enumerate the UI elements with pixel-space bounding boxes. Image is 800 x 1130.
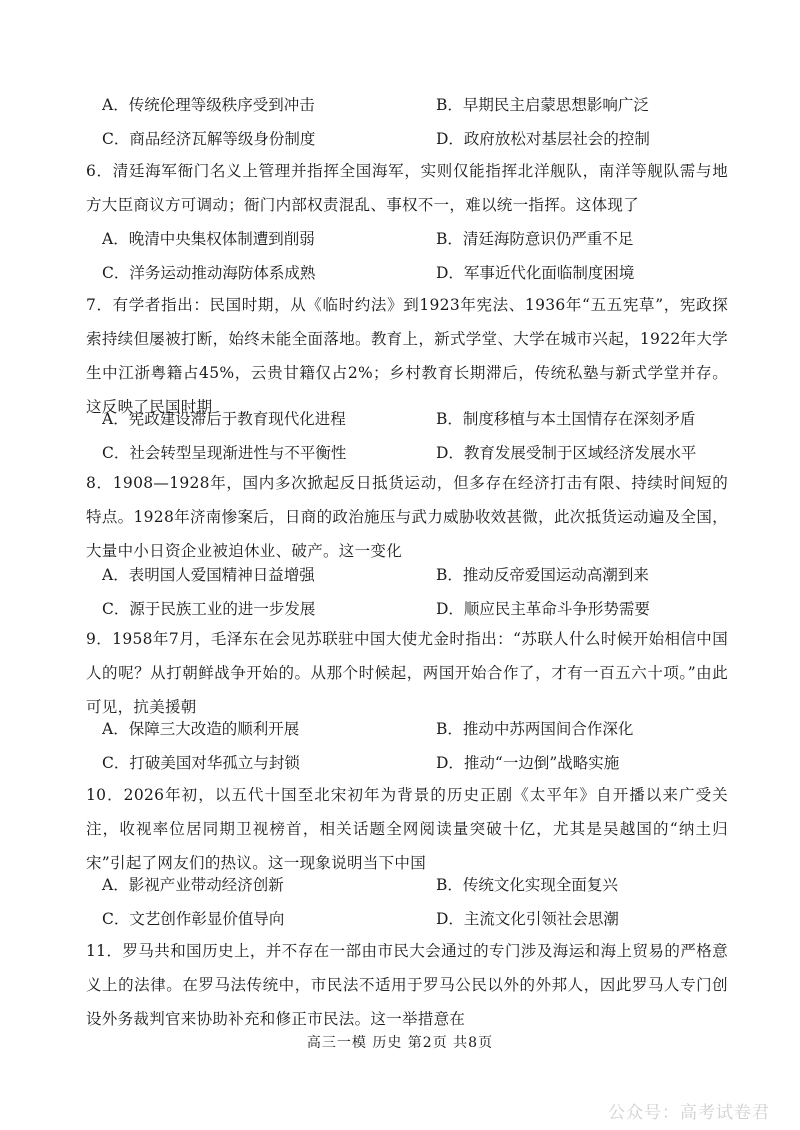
q10-stem: 10．2026年初，以五代十国至北宋初年为背景的历史正剧《太平年》自开播以来广受关注，收视率位居同期卫视榜首，相关话题全网阅读量突破十亿，尤其是吴越国的“纳土归宋”引起了网友们的热议。这一现象说明当下中国 xyxy=(86,786,728,872)
q5-options xyxy=(102,88,742,156)
q7-options xyxy=(102,402,742,470)
q9-option-c: C．打破美国对华孤立与封锁 xyxy=(102,754,300,772)
q8-stem: 8．1908—1928年，国内多次掀起反日抵货运动，但多存在经济打击有限、持续时间短的特点。1928年济南惨案后，日商的政治施压与武力威胁收效甚微，此次抵货运动遍及全国，大量中小日资企业被迫休业、破产。这一变化 xyxy=(86,474,728,560)
q9-options xyxy=(102,712,742,780)
q10-option-b: B．传统文化实现全面复兴 xyxy=(436,876,618,894)
q8-options xyxy=(102,558,742,626)
q6-stem: 6．清廷海军衙门名义上管理并指挥全国海军，实则仅能指挥北洋舰队，南洋等舰队需与地方大臣商议方可调动；衙门内部权责混乱、事权不一，难以统一指挥。这体现了 xyxy=(86,162,728,214)
q10-option-c: C．文艺创作彰显价值导向 xyxy=(102,910,285,928)
q6-option-a: A．晚清中央集权体制遭到削弱 xyxy=(102,230,315,248)
watermark: 公众号：高考试卷君 xyxy=(608,1103,770,1123)
q7-option-c: C．社会转型呈现渐进性与不平衡性 xyxy=(102,444,347,462)
q5-option-c: C．商品经济瓦解等级身份制度 xyxy=(102,130,316,148)
q6-option-c: C．洋务运动推动海防体系成熟 xyxy=(102,264,316,282)
q8-option-b: B．推动反帝爱国运动高潮到来 xyxy=(436,566,649,584)
q10-options xyxy=(102,868,742,936)
q8-option-c: C．源于民族工业的进一步发展 xyxy=(102,600,316,618)
q8-option-d: D．顺应民主革命斗争形势需要 xyxy=(436,600,650,618)
q9-option-b: B．推动中苏两国间合作深化 xyxy=(436,720,634,738)
q7-option-a: A．宪政建设滞后于教育现代化进程 xyxy=(102,410,346,428)
q10-option-d: D．主流文化引领社会思潮 xyxy=(436,910,619,928)
q5-option-a: A．传统伦理等级秩序受到冲击 xyxy=(102,96,315,114)
page-footer: 高三一模 历史 第2页 共8页 xyxy=(306,1035,494,1051)
q9-option-a: A．保障三大改造的顺利开展 xyxy=(102,720,300,738)
q7-option-d: D．教育发展受制于区域经济发展水平 xyxy=(436,444,697,462)
q6-option-b: B．清廷海防意识仍严重不足 xyxy=(436,230,634,248)
q11-stem: 11．罗马共和国历史上，并不存在一部由市民大会通过的专门涉及海运和海上贸易的严格意义上的法律。在罗马法传统中，市民法不适用于罗马公民以外的外邦人，因此罗马人专门创设外务裁判官来协助补充和修正市民法。这一举措意在 xyxy=(86,942,728,1028)
q5-option-b: B．早期民主启蒙思想影响广泛 xyxy=(436,96,649,114)
q9-option-d: D．推动“一边倒”战略实施 xyxy=(436,754,620,772)
q8-option-a: A．表明国人爱国精神日益增强 xyxy=(102,566,315,584)
q6-options xyxy=(102,222,742,290)
q9-stem: 9．1958年7月，毛泽东在会见苏联驻中国大使尤金时指出：“苏联人什么时候开始相信中国人的呢？从打朝鲜战争开始的。从那个时候起，两国开始合作了，才有一百五六十项。”由此可见，抗美援朝 xyxy=(86,630,728,716)
q7-stem: 7．有学者指出：民国时期，从《临时约法》到1923年宪法、1936年“五五宪草”，宪政探索持续但屡被打断，始终未能全面落地。教育上，新式学堂、大学在城市兴起，1922年大学生中江浙粤籍占45%，云贵甘籍仅占2%；乡村教育长期滞后，传统私塾与新式学堂并存。这反映了民国时期 xyxy=(86,296,728,416)
q6-option-d: D．军事近代化面临制度困境 xyxy=(436,264,635,282)
q10-option-a: A．影视产业带动经济创新 xyxy=(102,876,284,894)
q7-option-b: B．制度移植与本土国情存在深刻矛盾 xyxy=(436,410,696,428)
q5-option-d: D．政府放松对基层社会的控制 xyxy=(436,130,650,148)
